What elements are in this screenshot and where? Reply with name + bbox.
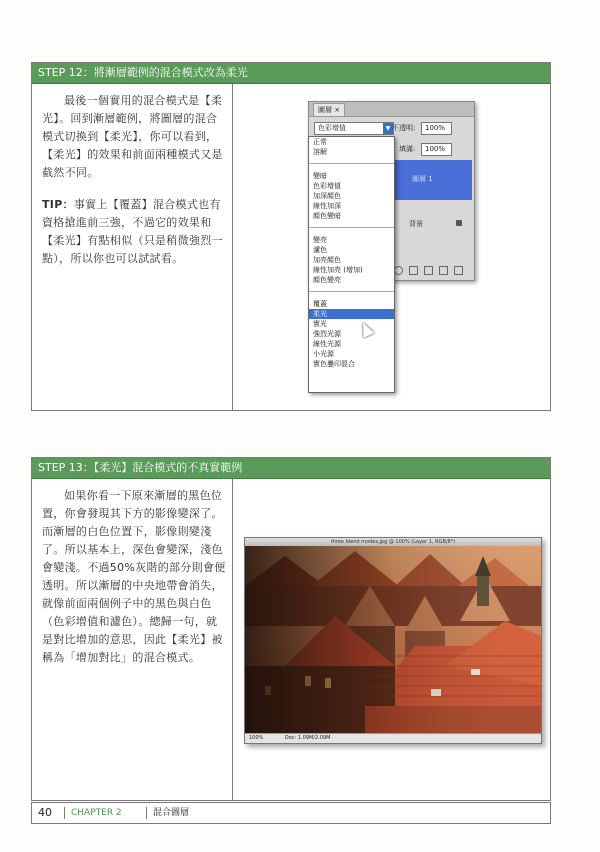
fill-field[interactable]: 100% xyxy=(421,143,452,156)
blend-menu-item[interactable]: 實光 xyxy=(313,320,327,328)
blend-menu-item[interactable]: 顏色變暗 xyxy=(313,212,341,220)
photo-window xyxy=(244,537,542,744)
chapter-label: CHAPTER 2 xyxy=(64,807,122,819)
opacity-field[interactable]: 100% xyxy=(421,122,452,135)
blend-menu-item[interactable]: 加深顏色 xyxy=(313,192,341,200)
folder-icon[interactable] xyxy=(424,266,433,275)
menu-separator xyxy=(309,163,394,164)
step-13-text-column xyxy=(32,479,233,800)
blend-menu-item[interactable]: 正常 xyxy=(313,138,327,146)
blend-mode-select[interactable]: 色彩增值 ▼ xyxy=(314,122,394,135)
blend-menu-item[interactable]: 線性光源 xyxy=(313,340,341,348)
photo-status-bar xyxy=(245,733,541,743)
mask-icon[interactable] xyxy=(394,266,403,275)
blend-menu-item[interactable]: 濾色 xyxy=(313,246,327,254)
menu-separator xyxy=(309,291,394,292)
step-13-paragraph: 如果你看一下原來漸層的黑色位置，你會發現其下方的影像變深了。而漸層的白色位置下，影像則變淺了。所以基本上，深色會變深，淺色會變淺。不過50%灰階的部分則會便透明。所以漸層的中央地帶會消失，就像前面兩個例子中的黑色與白色（色彩增值和濾色）。總歸一句，就是對比增加的意思，因此【柔光】被稱為「增加對比」的混合模式。 xyxy=(42,489,226,664)
fill-label: 填滿: xyxy=(399,145,416,153)
zoom-readout[interactable]: 100% xyxy=(249,735,264,741)
lock-icon xyxy=(456,220,462,226)
blend-menu-item[interactable]: 加亮顏色 xyxy=(313,256,341,264)
page-footer xyxy=(31,802,551,824)
close-icon[interactable]: × xyxy=(334,106,341,114)
trash-icon[interactable] xyxy=(454,266,463,275)
rooftops-photo xyxy=(245,546,541,734)
chevron-down-icon: ▼ xyxy=(383,123,393,134)
blend-menu-item[interactable]: 柔光 xyxy=(309,309,394,319)
step-12-text-column xyxy=(32,84,233,410)
step-12-header: STEP 12：將漸層範例的混合模式改為柔光 xyxy=(32,63,550,84)
new-layer-icon[interactable] xyxy=(439,266,448,275)
opacity-label: 不透明: xyxy=(392,124,416,132)
background-layer[interactable]: 背景 xyxy=(409,220,423,228)
tip-label: TIP： xyxy=(42,198,74,211)
chapter-title: 混合圖層 xyxy=(146,807,189,819)
blend-menu-item[interactable]: 溶解 xyxy=(313,148,327,156)
blend-menu-item[interactable]: 顏色變亮 xyxy=(313,276,341,284)
blend-menu-item[interactable]: 強烈光源 xyxy=(313,330,341,338)
step-12-paragraph: 最後一個實用的混合模式是【柔光】。回到漸層範例，將圖層的混合模式切換到【柔光】，你可以看到，【柔光】的效果和前面兩種模式又是截然不同。 xyxy=(42,94,223,179)
blend-menu-item[interactable]: 小光源 xyxy=(313,350,334,358)
blend-menu-item[interactable]: 覆蓋 xyxy=(313,300,327,308)
tip-text: 事實上【覆蓋】混合模式也有資格搶進前三強，不過它的效果和【柔光】有點相似（只是稍微強烈一點），所以你也可以試試看。 xyxy=(42,198,223,265)
panel-footer-icons xyxy=(394,266,469,274)
page-number: 40 xyxy=(38,806,52,819)
doc-size-readout: Doc: 1.09M/2.09M xyxy=(284,735,331,741)
step-12-tip xyxy=(42,196,227,268)
blend-menu-item[interactable]: 變暗 xyxy=(313,172,327,180)
blend-menu-item[interactable]: 線性加深 xyxy=(313,202,341,210)
step-13-header: STEP 13：【柔光】混合模式的不真實範例 xyxy=(32,458,550,479)
blend-menu-item[interactable]: 色彩增值 xyxy=(313,182,341,190)
photo-window-title: three blend modes.jpg @ 100% (Layer 1, RGB/8*) xyxy=(245,538,541,546)
selected-layer-row[interactable] xyxy=(394,160,472,200)
blend-menu-item[interactable]: 變亮 xyxy=(313,236,327,244)
menu-separator xyxy=(309,227,394,228)
tab-layers[interactable]: 圖層 × xyxy=(313,103,345,116)
blend-menu-item[interactable]: 線性加亮 (增加) xyxy=(313,266,363,274)
rooftops-illustration xyxy=(245,546,541,734)
adjustment-icon[interactable] xyxy=(409,266,418,275)
blend-mode-menu xyxy=(308,136,395,393)
layer-name: 圖層 1 xyxy=(412,175,433,183)
blend-menu-item[interactable]: 實色疊印混合 xyxy=(313,360,355,368)
